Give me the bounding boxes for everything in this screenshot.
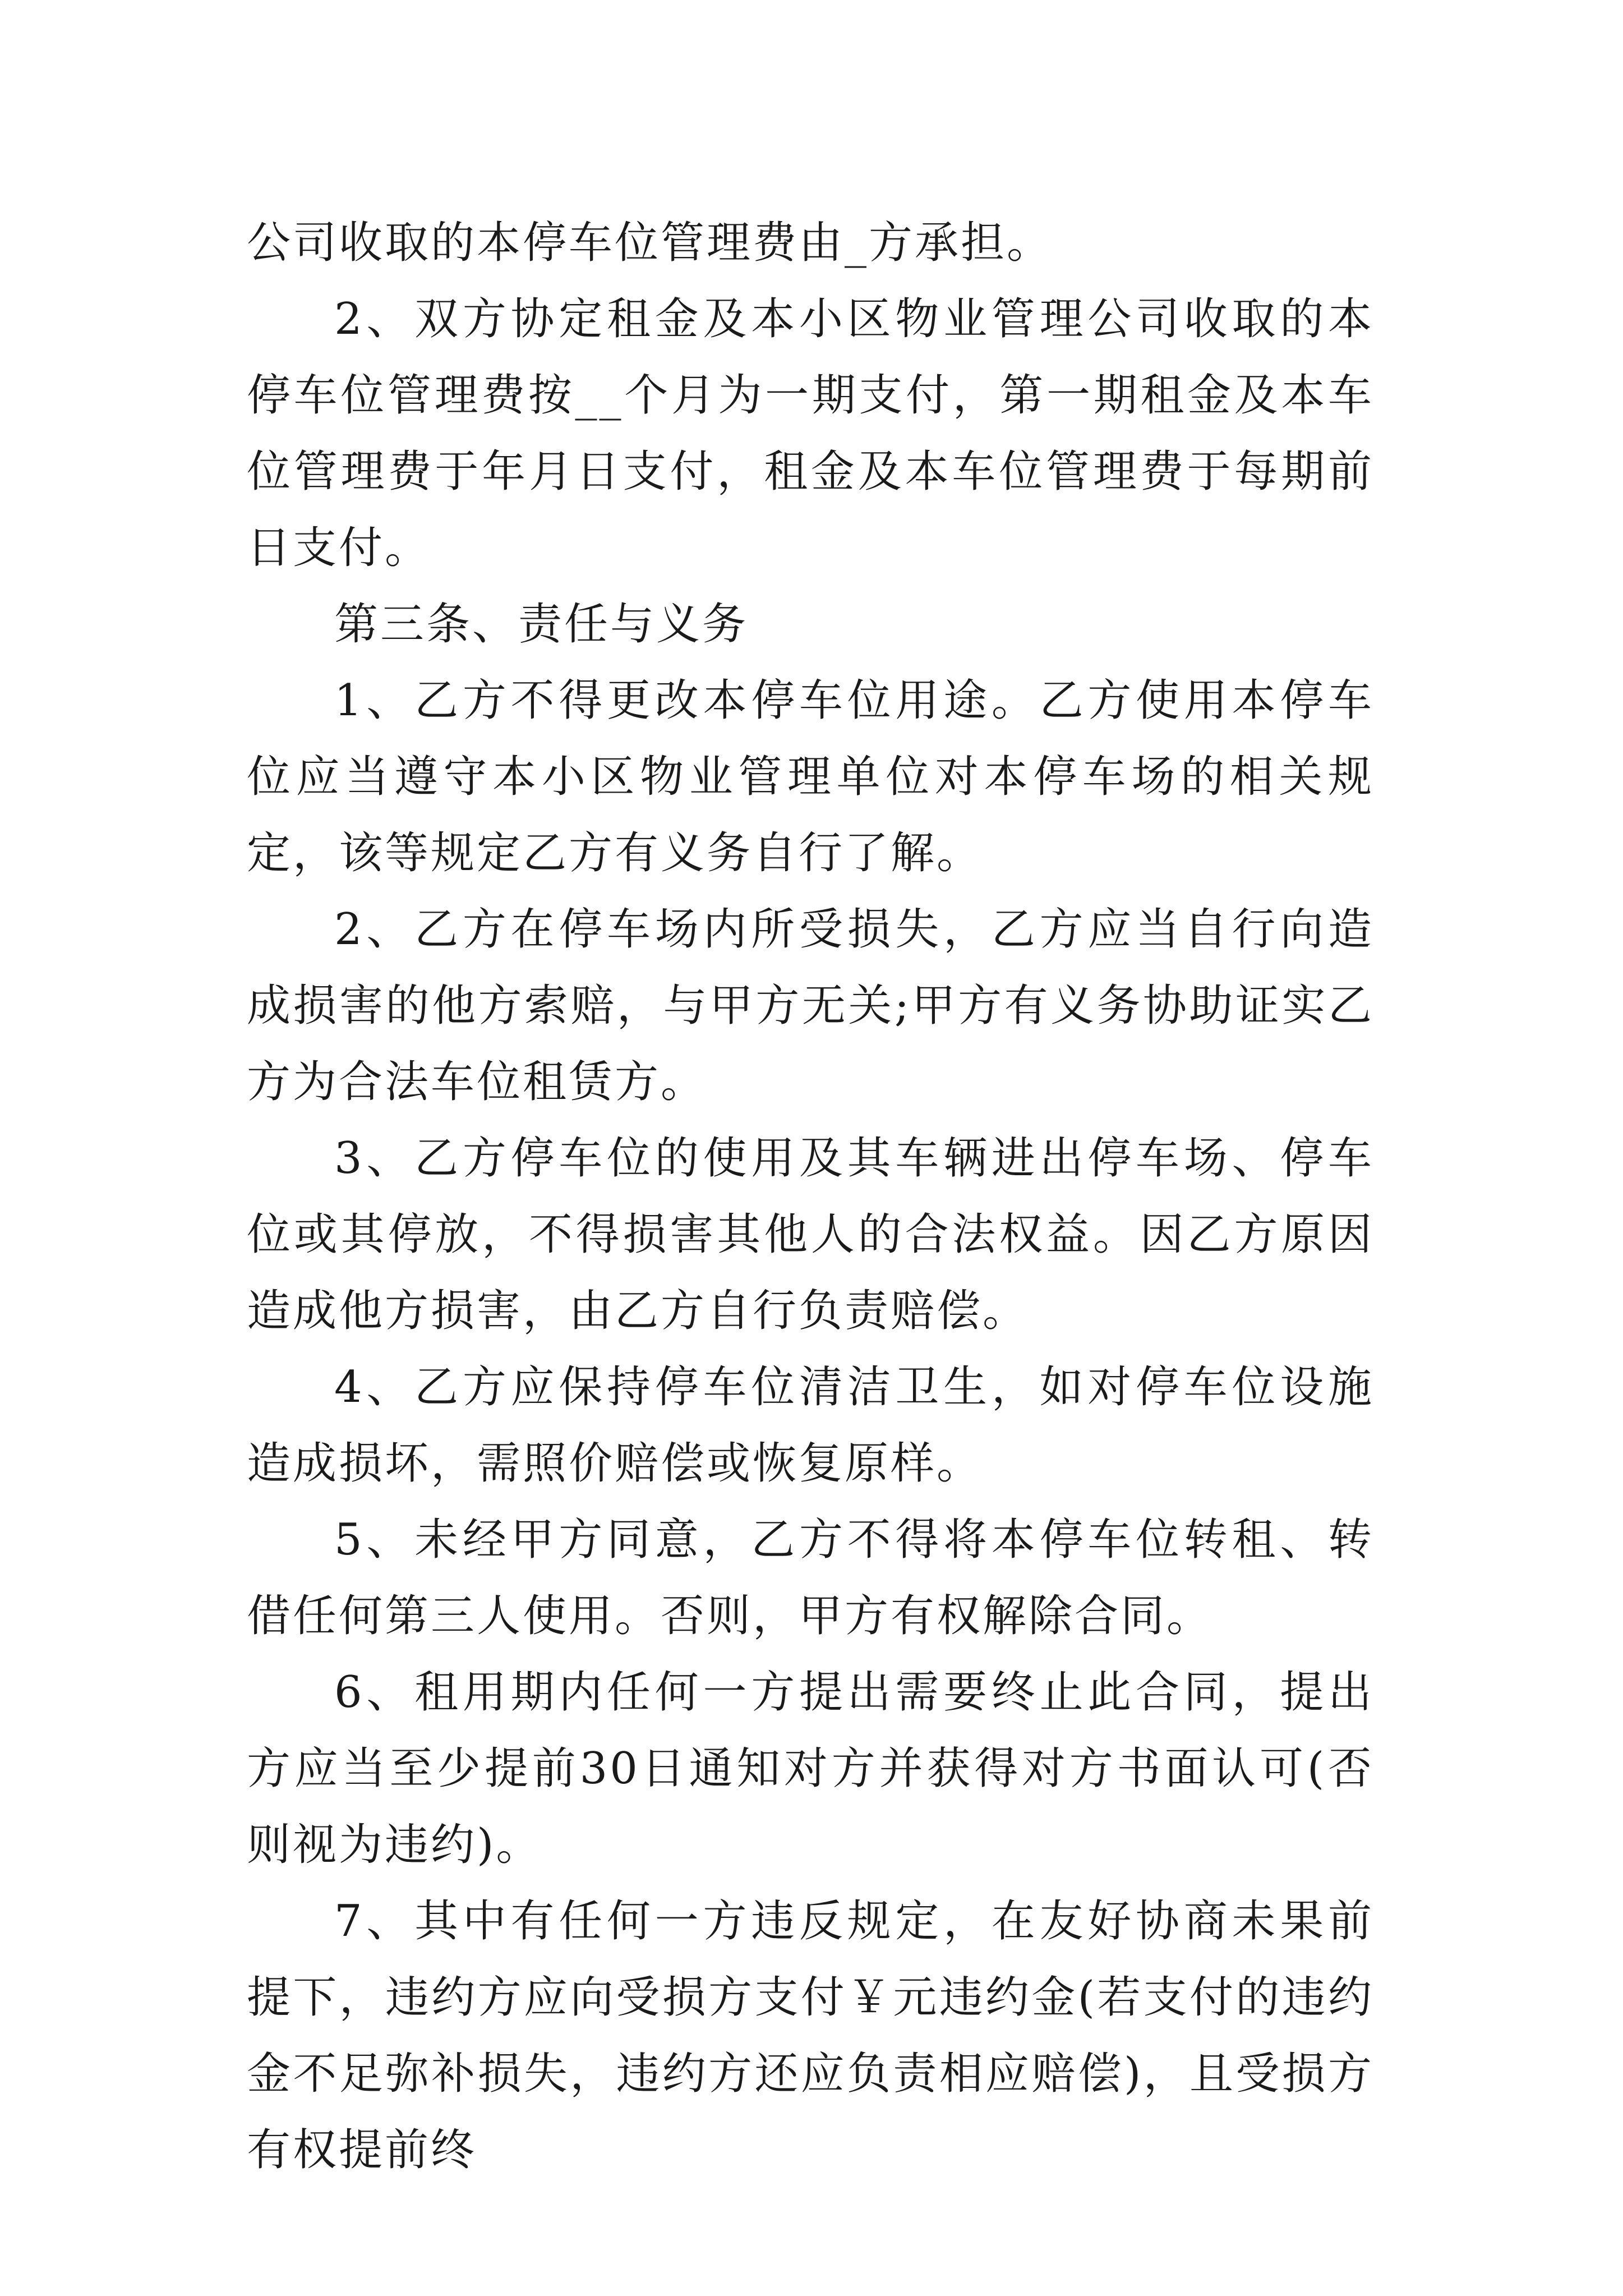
clause-5: 5、未经甲方同意，乙方不得将本停车位转租、转借任何第三人使用。否则，甲方有权解除合同。 — [247, 1515, 1374, 1641]
clause-2: 2、乙方在停车场内所受损失，乙方应当自行向造成损害的他方索赔，与甲方无关;甲方有义务协助证实乙方为合法车位租赁方。 — [247, 904, 1374, 1107]
paragraph-payment-terms: 2、双方协定租金及本小区物业管理公司收取的本停车位管理费按__个月为一期支付，第一期租金及本车位管理费于年月日支付，租金及本车位管理费于每期前日支付。 — [247, 294, 1374, 573]
document-body — [247, 205, 1374, 2188]
clause-3: 3、乙方停车位的使用及其车辆进出停车场、停车位或其停放，不得损害其他人的合法权益。因乙方原因造成他方损害，由乙方自行负责赔偿。 — [247, 1133, 1374, 1336]
section-heading: 第三条、责任与义务 — [334, 599, 749, 650]
clause-6: 6、租用期内任何一方提出需要终止此合同，提出方应当至少提前30日通知对方并获得对方书面认可(否则视为违约)。 — [247, 1667, 1374, 1870]
clause-1: 1、乙方不得更改本停车位用途。乙方使用本停车位应当遵守本小区物业管理单位对本停车场的相关规定，该等规定乙方有义务自行了解。 — [247, 675, 1374, 878]
clause-7: 7、其中有任何一方违反规定，在友好协商未果前提下，违约方应向受损方支付￥元违约金(若支付的违约金不足弥补损失，违约方还应负责相应赔偿)，且受损方有权提前终 — [247, 1896, 1374, 2175]
paragraph-continuation: 公司收取的本停车位管理费由_方承担。 — [247, 218, 1053, 268]
clause-4: 4、乙方应保持停车位清洁卫生，如对停车位设施造成损坏，需照价赔偿或恢复原样。 — [247, 1362, 1374, 1489]
